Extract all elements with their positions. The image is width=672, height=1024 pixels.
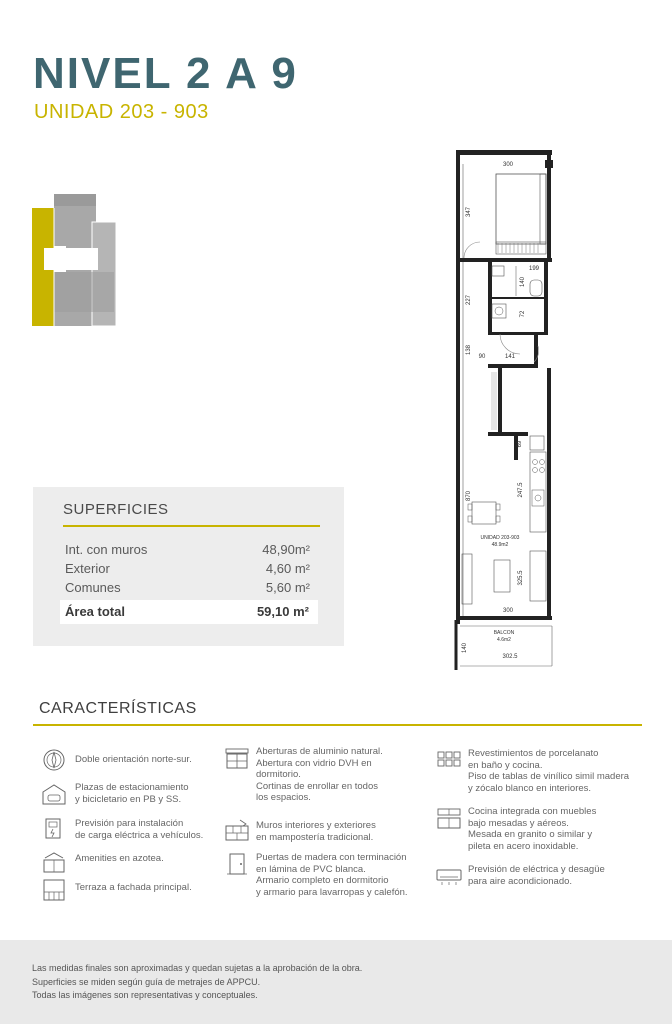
balcony-area: 4.6m2 [497, 637, 511, 643]
features-divider [33, 724, 642, 726]
disclaimer-text: Las medidas finales son aproximadas y quedan sujetas a la aprobación de la obra. Superficies se miden según guía de metrajes de APPCU. Todas las imágenes son representativas y conceptuales. [32, 963, 363, 1000]
kitchen-icon [436, 806, 462, 830]
terrace-icon [41, 878, 67, 902]
unit-subtitle: UNIDAD 203 - 903 [34, 101, 209, 123]
dim-label: 247.5 [518, 482, 524, 498]
dim-label: 141 [504, 354, 516, 360]
unit-label: UNIDAD 203-903 [480, 535, 520, 541]
brick-wall-icon [224, 818, 250, 842]
key-plan-core [44, 248, 98, 270]
surface-label: Exterior [65, 561, 110, 576]
total-value: 59,10 m² [256, 604, 309, 619]
feature-text: Doble orientación norte-sur. [75, 754, 192, 765]
feature-text: Previsión para instalación de carga eléctrica a vehículos. [75, 818, 204, 841]
dim-label: 140 [520, 276, 526, 288]
dim-label: 302.5 [502, 654, 518, 660]
dim-label: 138 [466, 344, 472, 356]
total-label: Área total [65, 604, 125, 619]
dim-label: 300 [502, 608, 514, 614]
balcony-label: BALCON [493, 630, 515, 636]
feature-text: Amenities en azotea. [75, 853, 164, 864]
dim-label: 870 [466, 490, 472, 502]
page-title: NIVEL 2 A 9 [33, 49, 298, 98]
feature-text: Muros interiores y exteriores en mampostería tradicional. [256, 820, 376, 843]
footer-disclaimer [0, 940, 672, 1024]
building-key-plan [32, 190, 118, 326]
tiles-icon [436, 748, 462, 772]
surfaces-divider [63, 525, 320, 527]
feature-text: Plazas de estacionamiento y bicicletario en PB y SS. [75, 782, 189, 805]
feature-text: Revestimientos de porcelanato en baño y cocina. Piso de tablas de vinílico simil madera y zócalo blanco en interiores. [468, 748, 630, 794]
rooftop-icon [41, 850, 67, 874]
feature-text: Puertas de madera con terminación en lámina de PVC blanca. Armario completo en dormitorio y armario para lavarropas y calefón. [256, 852, 408, 898]
window-icon [224, 746, 250, 770]
air-conditioner-icon [436, 864, 462, 888]
surface-value: 48,90m² [262, 542, 310, 557]
feature-text: Aberturas de aluminio natural. Abertura con vidrio DVH en dormitorio. Cortinas de enrollar en todos los espacios. [256, 746, 383, 803]
features-title: CARACTERÍSTICAS [39, 700, 197, 717]
surfaces-title: SUPERFICIES [63, 501, 169, 518]
surface-label: Int. con muros [65, 542, 148, 557]
key-plan-core [54, 246, 66, 272]
dim-label: 325.5 [518, 570, 524, 586]
dim-label: 347 [466, 206, 472, 218]
surface-value: 5,60 m² [265, 580, 310, 595]
dim-label: 90 [478, 354, 486, 360]
surfaces-panel [33, 487, 344, 646]
surface-label: Comunes [65, 580, 121, 595]
feature-text: Previsión de eléctrica y desagüe para aire acondicionado. [468, 864, 605, 887]
dim-label: 140 [462, 642, 468, 654]
ev-charger-icon [41, 816, 67, 840]
floor-plan [448, 146, 560, 672]
key-plan-block [54, 272, 114, 312]
door-icon [224, 852, 250, 876]
surface-value: 4,60 m² [265, 561, 310, 576]
unit-area: 48.9m2 [491, 542, 509, 548]
feature-text: Terraza a fachada principal. [75, 882, 192, 893]
garage-icon [41, 782, 67, 806]
dim-label: 227 [466, 294, 472, 306]
dim-label: 199 [528, 266, 540, 272]
feature-text: Cocina integrada con muebles bajo mesadas y aéreos. Mesada en granito o similar y pileta en acero inoxidable. [468, 806, 597, 852]
surface-total-row [60, 600, 318, 624]
dim-label: 69 [517, 440, 523, 448]
compass-icon [41, 748, 67, 772]
dim-label: 72 [520, 310, 526, 318]
dim-label: 300 [502, 162, 514, 168]
